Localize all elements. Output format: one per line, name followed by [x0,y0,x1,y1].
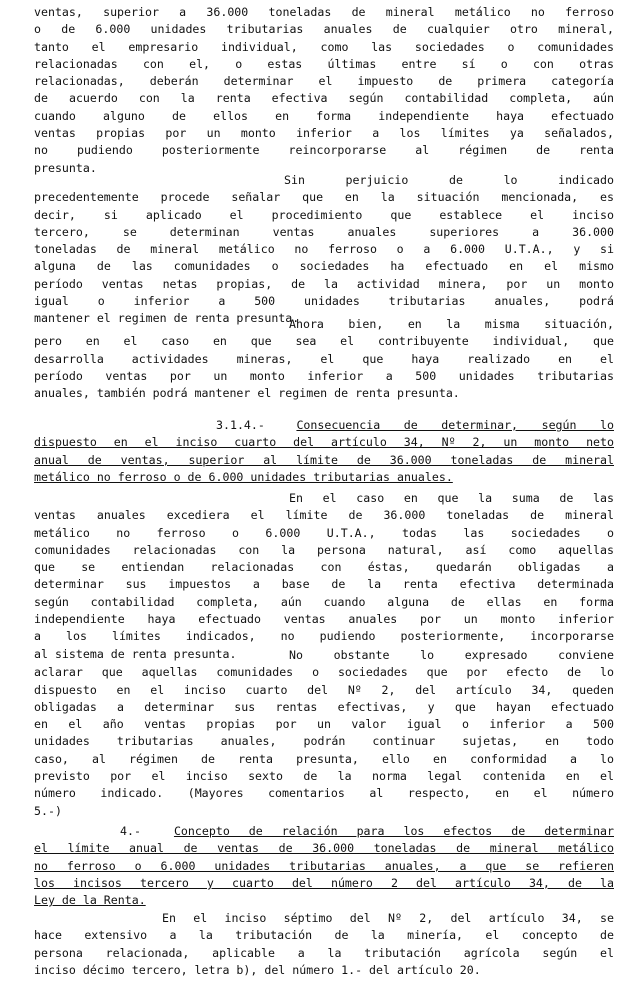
text-line: ventas propias por un monto inferior a los límites ya señalados, [34,126,614,141]
text-line: período ventas por un monto inferior a 500 unidades tributarias [34,368,614,383]
text-line: presunta. [34,160,97,175]
text-line: relacionadas, deberán determinar el impuesto de primera categoría [34,74,614,89]
section-heading-4 [34,823,614,909]
text-line: aclarar que aquellas comunidades o sociedades que por efecto de lo [34,665,614,680]
text-line: previsto por el inciso sexto de la norma legal contenida en el [34,769,614,784]
text-line: no pudiendo posteriormente reincorporarse al régimen de renta [34,143,614,158]
text-line: toneladas de mineral metálico no ferroso o a 6.000 U.T.A., y si [34,242,614,257]
text-line: caso, al régimen de renta presunta, ello en conformidad a lo [34,751,614,766]
heading-text: Consecuencia de determinar, según lo [296,418,614,432]
heading-text: Concepto de relación para los efectos de determinar [173,824,614,838]
text-line: tercero, se determinan ventas anuales superiores a 36.000 [34,224,614,239]
heading-first-line [34,823,614,840]
heading-text: metálico no ferroso o de 6.000 unidades tributarias anuales. [34,469,453,484]
text-line: Sin perjuicio de lo indicado [284,173,614,187]
text-line: 5.-) [34,803,62,818]
section-number: 4.- [120,824,141,838]
section-heading-3-1-4 [34,417,614,486]
text-line: de acuerdo con la renta efectiva según contabilidad completa, aún [34,91,614,106]
heading-text: dispuesto en el inciso cuarto del artículo 34, Nº 2, un monto neto [34,435,614,450]
text-line: relacionadas con el, o estas últimas entre sí o con otras [34,56,614,71]
heading-first-line [34,417,614,434]
text-line: según contabilidad completa, aún cuando alguna de ellas en forma [34,594,614,609]
text-line: unidades tributarias anuales, podrán continuar sujetas, en todo [34,734,614,749]
paragraph-sin-perjuicio [34,172,614,328]
section-number: 3.1.4.- [216,418,265,432]
text-line: No obstante lo expresado conviene [289,648,614,662]
text-line: período ventas netas propias, de la actividad minera, por un monto [34,276,614,291]
text-line: ventas anuales excediera el límite de 36.000 toneladas de mineral [34,508,614,523]
paragraph-ahora-bien [34,316,614,402]
text-line: o de 6.000 unidades tributarias anuales de cualquier otro mineral, [34,22,614,37]
text-line: alguna de las comunidades o sociedades ha efectuado en el mismo [34,259,614,274]
text-line: En el inciso séptimo del Nº 2, del artículo 34, se [162,911,614,925]
heading-text: Ley de la Renta. [34,893,146,908]
text-line: precedentemente procede señalar que en la situación mencionada, es [34,190,614,205]
paragraph-inciso-septimo [34,910,614,979]
text-line: en el año ventas propias por un valor igual o inferior a 500 [34,717,614,732]
text-line: comunidades relacionadas con la persona natural, así como aquellas [34,542,614,557]
heading-text: no ferroso o 6.000 unidades tributarias anuales, a que se refieren [34,858,614,873]
text-line: obligadas a determinar sus rentas efectivas, y que hayan efectuado [34,699,614,714]
text-line: En el caso en que la suma de las [289,491,614,505]
text-line: inciso décimo tercero, letra b), del número 1.- del artículo 20. [34,962,481,977]
text-line: número indicado. (Mayores comentarios al respecto, en el número [34,786,614,801]
text-line: independiente haya efectuado ventas anuales por un monto inferior [34,612,614,627]
text-line: igual o inferior a 500 unidades tributarias anuales, podrá [34,294,614,309]
paragraph-en-el-caso [34,490,614,663]
text-line: dispuesto en el inciso cuarto del Nº 2, del artículo 34, queden [34,682,614,697]
text-line: al sistema de renta presunta. [34,646,237,661]
text-line: que se entiendan relacionadas con éstas, quedarán obligadas a [34,560,614,575]
text-line: pero en el caso en que sea el contribuyente individual, que [34,334,614,349]
text-line: persona relacionada, aplicable a la tributación agrícola según el [34,945,614,960]
text-line: mantener el regimen de renta presunta. [34,311,300,326]
text-line: determinar sus impuestos a base de la renta efectiva determinada [34,577,614,592]
heading-text: los incisos tercero y cuarto del número 2 del artículo 34, de la [34,875,614,890]
text-line: hace extensivo a la tributación de la minería, el concepto de [34,928,614,943]
paragraph-continuation [34,4,614,177]
heading-text: el límite anual de ventas de 36.000 toneladas de mineral metálico [34,841,614,856]
heading-text: anual de ventas, superior al límite de 36.000 toneladas de mineral [34,452,614,467]
text-line: decir, si aplicado el procedimiento que establece el inciso [34,207,614,222]
text-line: a los límites indicados, no pudiendo posteriormente, incorporarse [34,629,614,644]
text-line: desarrolla actividades mineras, el que haya realizado en el [34,351,614,366]
text-line: cuando alguno de ellos en forma independiente haya efectuado [34,108,614,123]
text-line: ventas, superior a 36.000 toneladas de mineral metálico no ferroso [34,5,614,19]
text-line: tanto el empresario individual, como las sociedades o comunidades [34,39,614,54]
paragraph-no-obstante [34,647,614,820]
text-line: metálico no ferroso o 6.000 U.T.A., todas las sociedades o [34,525,614,540]
text-line: Ahora bien, en la misma situación, [289,317,614,331]
text-line: anuales, también podrá mantener el regimen de renta presunta. [34,386,460,401]
